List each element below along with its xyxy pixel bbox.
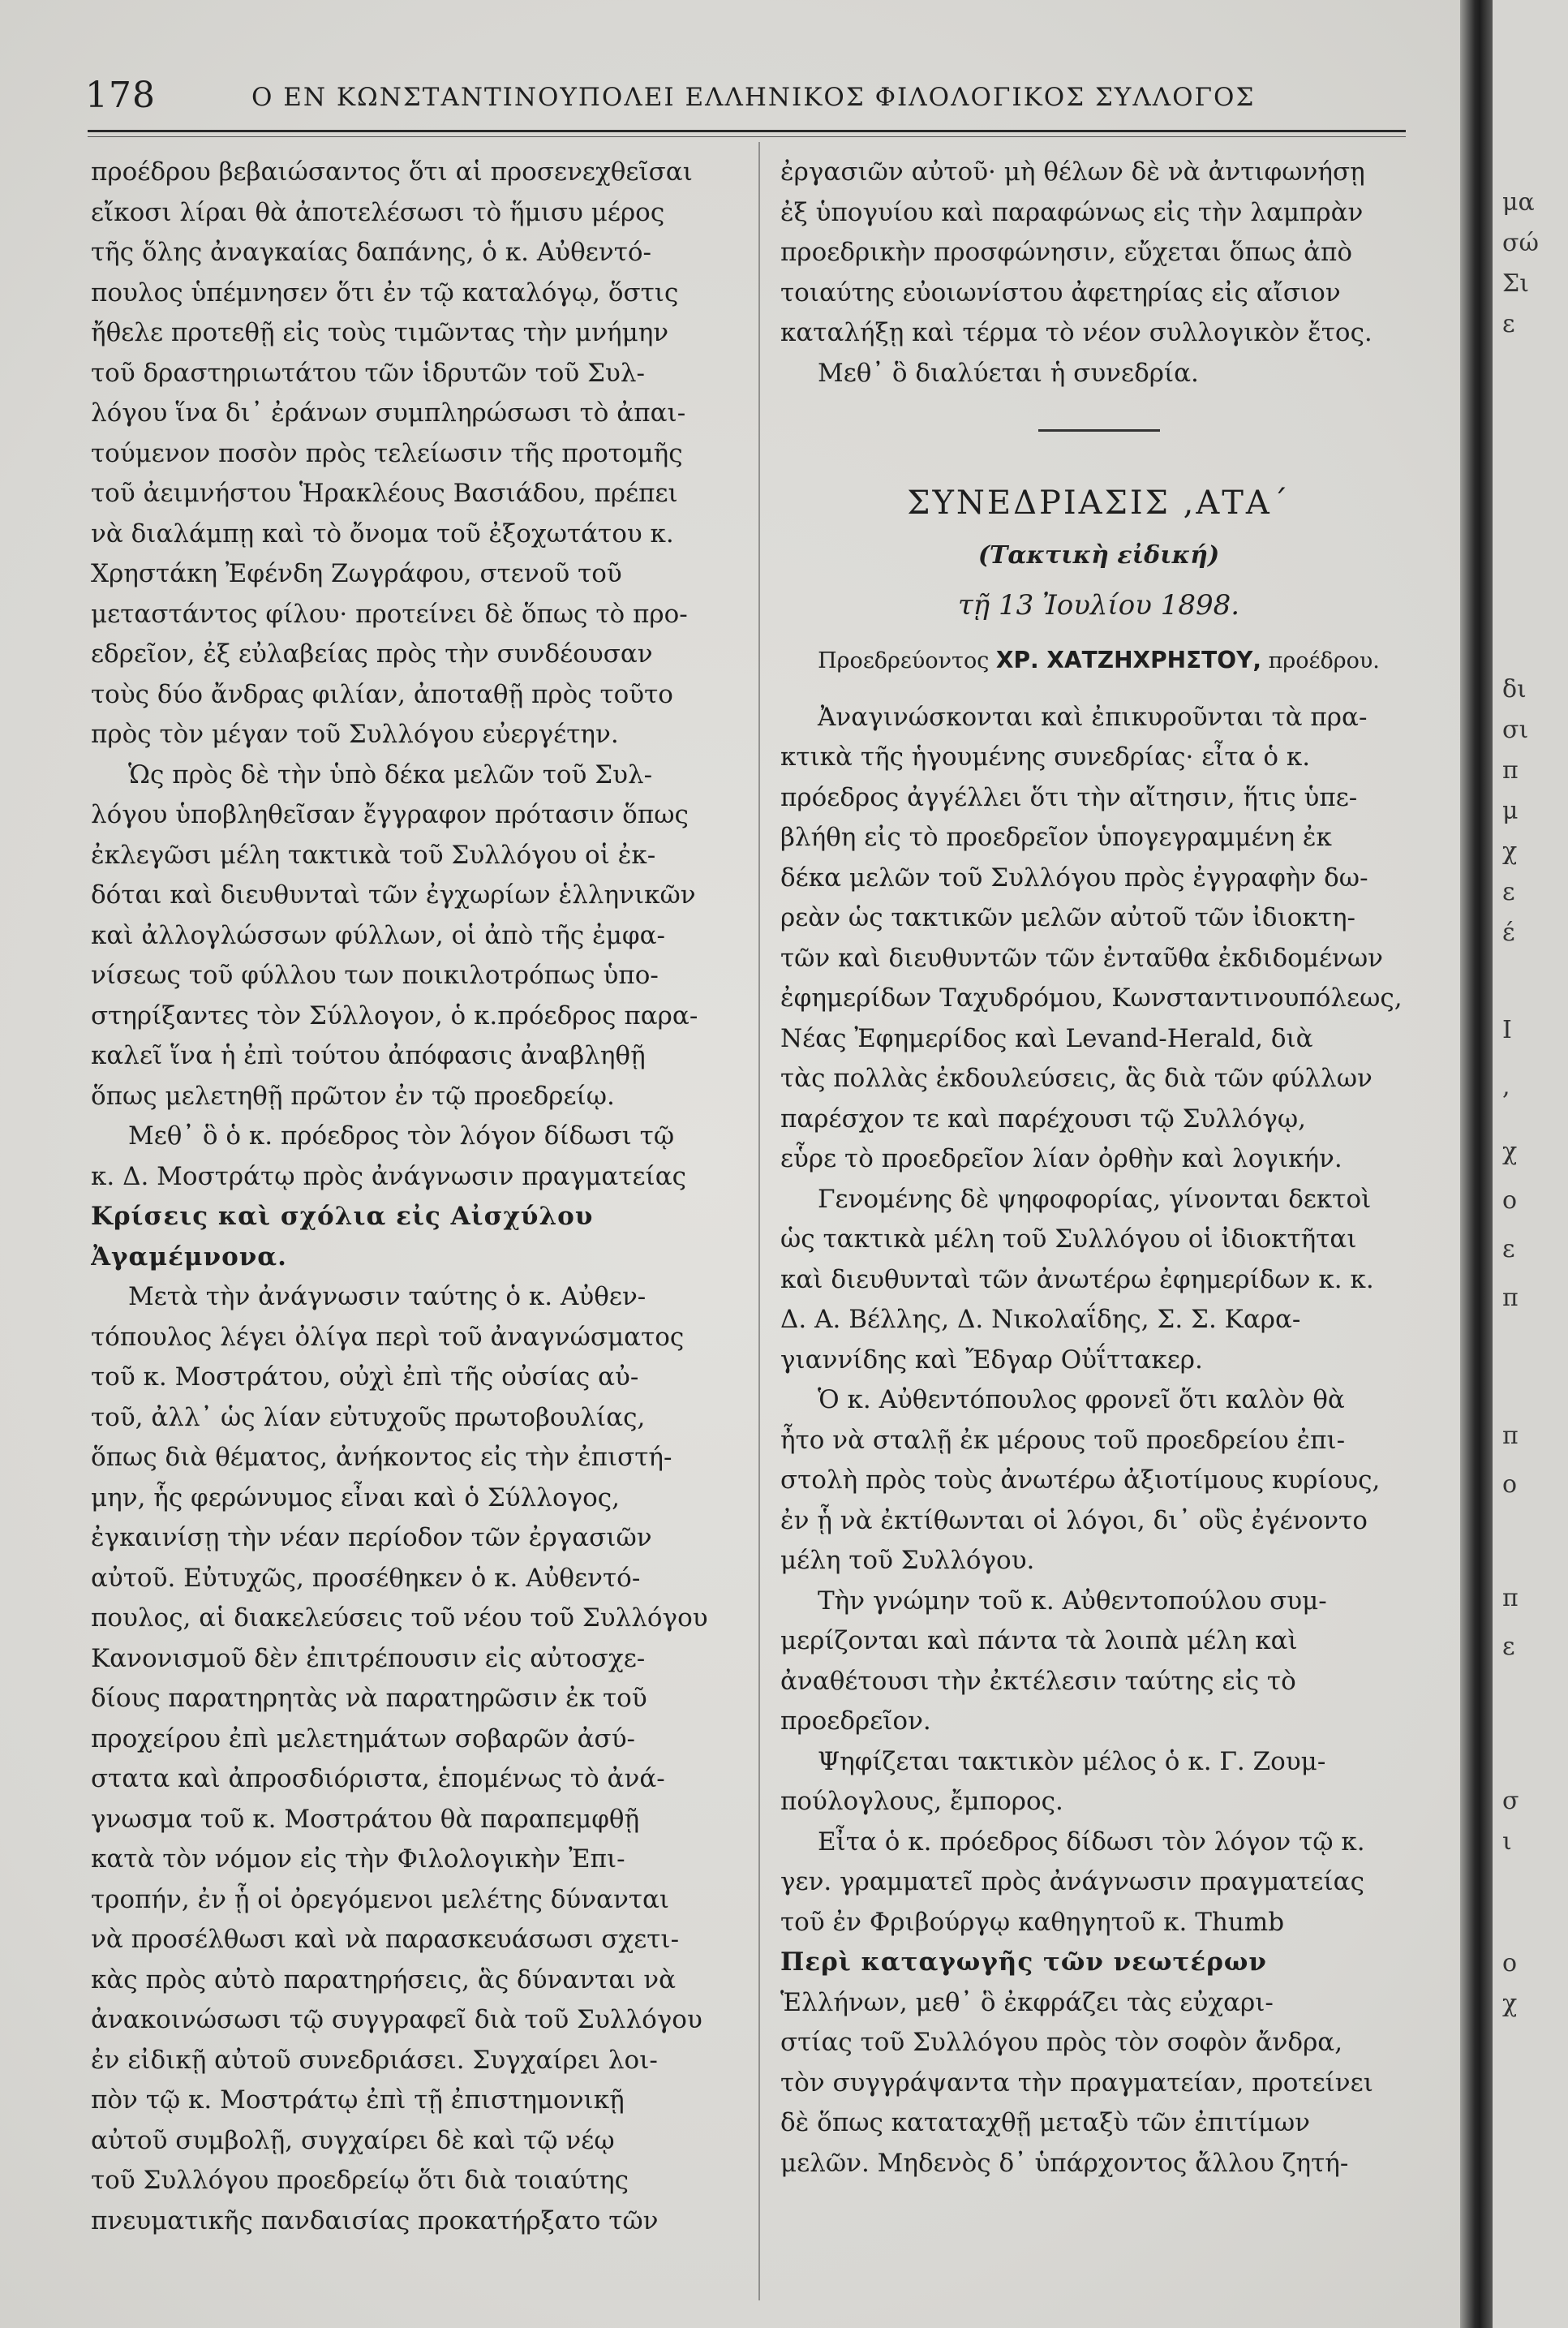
text-line: ἐγκαινίσῃ τὴν νέαν περίοδον τῶν ἐργασιῶν xyxy=(91,1523,652,1552)
text-line: εὗρε τὸ προεδρεῖον λίαν ὀρθὴν καὶ λογικήν. xyxy=(780,1144,1342,1173)
text-line: γεν. γραμματεῖ πρὸς ἀνάγνωσιν πραγματείας xyxy=(780,1867,1364,1896)
text-line: Ὡς πρὸς δὲ τὴν ὑπὸ δέκα μελῶν τοῦ Συλ- xyxy=(128,760,653,790)
text-line: ἐκλεγῶσι μέλη τακτικὰ τοῦ Συλλόγου οἱ ἐκ- xyxy=(91,840,656,870)
text-line: Νέας Ἐφημερίδος καὶ Levand-Herald, διὰ xyxy=(780,1023,1313,1053)
text-line: νὰ διαλάμπῃ καὶ τὸ ὄνομα τοῦ ἐξοχωτάτου κ. xyxy=(91,519,674,549)
text-line: κτικὰ τῆς ἡγουμένης συνεδρίας· εἶτα ὁ κ. xyxy=(780,742,1311,772)
text-line: προεδρικὴν προσφώνησιν, εὔχεται ὅπως ἀπὸ xyxy=(780,238,1353,267)
next-page-fragment: ο xyxy=(1502,1949,1518,1977)
text-line: καλεῖ ἵνα ἡ ἐπὶ τούτου ἀπόφασις ἀναβληθῇ xyxy=(91,1041,646,1070)
text-line: στίας τοῦ Συλλόγου πρὸς τὸν σοφὸν ἄνδρα, xyxy=(780,2028,1343,2057)
text-line: γιαννίδης καὶ Ἔδγαρ Οὐΐττακερ. xyxy=(780,1345,1203,1375)
text-line: πουλος ὑπέμνησεν ὅτι ἐν τῷ καταλόγῳ, ὅστις xyxy=(91,278,679,308)
text-line: Ἑλλήνων, μεθ᾽ ὃ ἐκφράζει τὰς εὐχαρι- xyxy=(780,1987,1274,2017)
text-line: τοῦ δραστηριωτάτου τῶν ἱδρυτῶν τοῦ Συλ- xyxy=(91,358,646,388)
text-line: Τὴν γνώμην τοῦ κ. Αὐθεντοπούλου συμ- xyxy=(818,1586,1327,1616)
text-line: πρὸς τὸν μέγαν τοῦ Συλλόγου εὐεργέτην. xyxy=(91,720,619,749)
presiding-prefix: Προεδρεύοντος xyxy=(818,648,990,673)
text-line: αὐτοῦ. Εὐτυχῶς, προσέθηκεν ὁ κ. Αὐθεντό- xyxy=(91,1563,641,1593)
text-line: πούλογλους, ἔμπορος. xyxy=(780,1787,1063,1816)
text-line: νὰ προσέλθωσι καὶ νὰ παρασκευάσωσι σχετι- xyxy=(91,1925,680,1954)
text-line: μέλη τοῦ Συλλόγου. xyxy=(780,1546,1035,1575)
text-line: Χρηστάκη Ἐφένδη Ζωγράφου, στενοῦ τοῦ xyxy=(91,559,622,588)
left-column xyxy=(91,153,732,2241)
next-page-fragment: έ xyxy=(1502,919,1515,947)
text-line: κατὰ τὸν νόμον εἰς τὴν Φιλολογικὴν Ἐπι- xyxy=(91,1844,625,1874)
text-line: προεδρεῖον. xyxy=(780,1706,931,1736)
next-page-fragment: μ xyxy=(1502,797,1519,825)
text-line: δίους παρατηρητὰς νὰ παρατηρῶσιν ἐκ τοῦ xyxy=(91,1684,647,1713)
header-rule-thin xyxy=(88,136,1406,137)
next-page-fragment: ο xyxy=(1502,1470,1518,1499)
text-line: Δ. Α. Βέλλης, Δ. Νικολαΐδης, Σ. Σ. Καρα- xyxy=(780,1305,1301,1334)
text-line: πουλος, αἱ διακελεύσεις τοῦ νέου τοῦ Συλλόγου xyxy=(91,1603,708,1633)
text-line: ὅπως διὰ θέματος, ἀνήκοντος εἰς τὴν ἐπιστή- xyxy=(91,1443,672,1472)
text-line: ἀναθέτουσι τὴν ἐκτέλεσιν ταύτης εἰς τὸ xyxy=(780,1666,1296,1696)
text-line: καὶ διευθυνταὶ τῶν ἀνωτέρω ἐφημερίδων κ. κ. xyxy=(780,1264,1374,1294)
text-line: ἐν εἰδικῇ αὐτοῦ συνεδριάσει. Συγχαίρει λοι- xyxy=(91,2045,658,2075)
text-line: τῆς ὅλης ἀναγκαίας δαπάνης, ὁ κ. Αὐθεντό- xyxy=(91,238,651,267)
text-line: Κανονισμοῦ δὲν ἐπιτρέπουσιν εἰς αὐτοσχε- xyxy=(91,1643,646,1673)
text-line: τοῦ ἀειμνήστου Ἡρακλέους Βασιάδου, πρέπει xyxy=(91,479,678,508)
page-header xyxy=(85,75,1415,123)
presiding-name: ΧΡ. ΧΑΤΖΗΧΡΗΣΤΟΥ, xyxy=(995,647,1261,673)
text-line: αὐτοῦ συμβολῇ, συγχαίρει δὲ καὶ τῷ νέῳ xyxy=(91,2125,615,2155)
text-line: ὅπως μελετηθῇ πρῶτον ἐν τῷ προεδρείῳ. xyxy=(91,1081,615,1111)
text-line: εδρεῖον, ἐξ εὐλαβείας πρὸς τὴν συνδέουσαν xyxy=(91,639,653,669)
next-page-fragment: δι xyxy=(1502,675,1527,704)
next-page-edge xyxy=(1493,0,1568,2328)
text-line: τῶν καὶ διευθυντῶν τῶν ἐνταῦθα ἐκδιδομένων xyxy=(780,943,1383,973)
text-line: εἴκοσι λίραι θὰ ἀποτελέσωσι τὸ ἥμισυ μέρος xyxy=(91,197,665,227)
text-line: βλήθη εἰς τὸ προεδρεῖον ὑπογεγραμμένη ἐκ xyxy=(780,823,1332,852)
text-line: ρεὰν ὡς τακτικῶν μελῶν αὐτοῦ τῶν ἰδιοκτη- xyxy=(780,903,1355,932)
text-line: καταλήξῃ καὶ τέρμα τὸ νέον συλλογικὸν ἔτος. xyxy=(780,318,1373,347)
text-line: Ὁ κ. Αὐθεντόπουλος φρονεῖ ὅτι καλὸν θὰ xyxy=(818,1385,1345,1414)
text-line: τοῦ, ἀλλ᾽ ὡς λίαν εὐτυχοῦς πρωτοβουλίας, xyxy=(91,1402,646,1432)
text-line: τοιαύτης εὐοιωνίστου ἀφετηρίας εἰς αἴσιον xyxy=(780,278,1341,308)
next-page-fragment: μα xyxy=(1502,188,1535,217)
text-line: κὰς πρὸς αὐτὸ παρατηρήσεις, ἃς δύνανται νὰ xyxy=(91,1964,677,1995)
next-page-fragment: π xyxy=(1502,1584,1519,1612)
text-line: προχείρου ἐπὶ μελετημάτων σοβαρῶν ἀσύ- xyxy=(91,1723,636,1754)
text-line: δέκα μελῶν τοῦ Συλλόγου πρὸς ἐγγραφὴν δω- xyxy=(780,863,1368,893)
text-line: ἐργασιῶν αὐτοῦ· μὴ θέλων δὲ νὰ ἀντιφωνήσῃ xyxy=(780,157,1365,187)
next-page-fragment: ε xyxy=(1502,310,1515,338)
text-line: λόγου ὑποβληθεῖσαν ἔγγραφον πρότασιν ὅπως xyxy=(91,800,689,829)
text-line: ἐφημερίδων Ταχυδρόμου, Κωνσταντινουπόλεως, xyxy=(780,983,1403,1013)
text-line: τόπουλος λέγει ὀλίγα περὶ τοῦ ἀναγνώσματος xyxy=(91,1322,685,1352)
text-line: μελῶν. Μηδενὸς δ᾽ ὑπάρχοντος ἄλλου ζητή- xyxy=(780,2148,1349,2178)
text-line: δόται καὶ διευθυνταὶ τῶν ἐγχωρίων ἑλληνικῶν xyxy=(91,880,696,910)
text-line: ἤθελε προτεθῇ εἰς τοὺς τιμῶντας τὴν μνήμην xyxy=(91,318,669,347)
header-rule xyxy=(88,130,1406,132)
running-title: Ο ΕΝ ΚΩΝΣΤΑΝΤΙΝΟΥΠΟΛΕΙ ΕΛΛΗΝΙΚΟΣ ΦΙΛΟΛΟΓΙΚΟΣ ΣΥΛΛΟΓΟΣ xyxy=(251,83,1256,112)
text-line: ἀνακοινώσωσι τῷ συγγραφεῖ διὰ τοῦ Συλλόγου xyxy=(91,2005,702,2034)
next-page-fragment: π xyxy=(1502,1284,1519,1312)
session-subtitle: (Τακτικὴ εἰδική) xyxy=(977,541,1220,570)
text-line: πνευματικῆς πανδαισίας προκατήρξατο τῶν xyxy=(91,2205,659,2235)
next-page-fragment: χ xyxy=(1502,1138,1518,1166)
text-line: τὰς πολλὰς ἐκδουλεύσεις, ἃς διὰ τῶν φύλλων xyxy=(780,1064,1373,1093)
text-line: καὶ ἀλλογλώσσων φύλλων, οἱ ἀπὸ τῆς ἐμφα- xyxy=(91,920,665,950)
text-line: τοῦ κ. Μοστράτου, οὐχὶ ἐπὶ τῆς οὐσίας αὐ- xyxy=(91,1362,639,1392)
text-line: νίσεως τοῦ φύλλου των ποικιλοτρόπως ὑπο- xyxy=(91,961,659,990)
next-page-fragment: ε xyxy=(1502,1633,1515,1661)
text-line: μην, ἧς φερώνυμος εἶναι καὶ ὁ Σύλλογος, xyxy=(91,1482,621,1513)
text-line: ὡς τακτικὰ μέλη τοῦ Συλλόγου οἱ ἰδιοκτῆται xyxy=(780,1224,1357,1254)
section-separator xyxy=(1038,429,1160,432)
text-line: πρόεδρος ἀγγέλλει ὅτι τὴν αἴτησιν, ἥτις ὑπε- xyxy=(780,782,1358,812)
next-page-fragment: σώ xyxy=(1502,229,1539,257)
text-line: πὸν τῷ κ. Μοστράτῳ ἐπὶ τῇ ἐπιστημονικῇ xyxy=(91,2085,625,2115)
text-line: τούμενον ποσὸν πρὸς τελείωσιν τῆς προτομῆς xyxy=(91,438,683,468)
next-page-fragment: π xyxy=(1502,1422,1519,1450)
next-page-fragment: ε xyxy=(1502,878,1515,906)
next-page-fragment: σ xyxy=(1502,1787,1519,1815)
lecture-title-cont: Ἀγαμέμνονα. xyxy=(91,1241,287,1272)
text-line: παρέσχον τε καὶ παρέχουσι τῷ Συλλόγῳ, xyxy=(780,1104,1307,1134)
text-line: μερίζονται καὶ πάντα τὰ λοιπὰ μέλη καὶ xyxy=(780,1626,1298,1655)
presiding-suffix: προέδρου. xyxy=(1268,648,1380,673)
next-page-fragment: χ xyxy=(1502,1990,1518,2018)
next-page-fragment: Σι xyxy=(1502,269,1529,298)
text-line: γνωσμα τοῦ κ. Μοστράτου θὰ παραπεμφθῇ xyxy=(91,1804,640,1834)
text-line: τὸν συγγράψαντα τὴν πραγματείαν, προτείνει xyxy=(780,2068,1373,2098)
text-line: μεταστάντος φίλου· προτείνει δὲ ὅπως τὸ προ- xyxy=(91,599,688,629)
text-line: στολὴ πρὸς τοὺς ἀνωτέρω ἀξιοτίμους κυρίους, xyxy=(780,1465,1381,1495)
text-line: ἐν ᾗ νὰ ἐκτίθωνται οἱ λόγοι, δι᾽ οὓς ἐγένοντο xyxy=(780,1505,1368,1535)
text-line: δὲ ὅπως καταταχθῇ μεταξὺ τῶν ἐπιτίμων xyxy=(780,2108,1310,2137)
text-line: Μεθ᾽ ὃ ὁ κ. πρόεδρος τὸν λόγον δίδωσι τῷ xyxy=(128,1121,675,1151)
text-line: Γενομένης δὲ ψηφοφορίας, γίνονται δεκτοὶ xyxy=(818,1184,1372,1214)
text-line: Εἶτα ὁ κ. πρόεδρος δίδωσι τὸν λόγον τῷ κ. xyxy=(818,1827,1365,1857)
session-date: τῇ 13 Ἰουλίου 1898. xyxy=(957,588,1240,622)
next-page-fragment: , xyxy=(1502,1073,1510,1101)
book-gutter xyxy=(1460,0,1493,2328)
text-line: Μετὰ τὴν ἀνάγνωσιν ταύτης ὁ κ. Αὐθεν- xyxy=(128,1282,647,1311)
presiding-line xyxy=(780,640,1417,682)
text-line: Ἀναγινώσκονται καὶ ἐπικυροῦνται τὰ πρα- xyxy=(818,702,1368,732)
next-page-fragment: ι xyxy=(1502,1827,1512,1856)
text-line: τοῦ Συλλόγου προεδρείῳ ὅτι διὰ τοιαύτης xyxy=(91,2166,629,2195)
text-line: λόγου ἵνα δι᾽ ἐράνων συμπληρώσωσι τὸ ἀπαι- xyxy=(91,398,686,428)
text-line: Ψηφίζεται τακτικὸν μέλος ὁ κ. Γ. Ζουμ- xyxy=(818,1746,1326,1776)
lecture-title: Περὶ καταγωγῆς τῶν νεωτέρων xyxy=(780,1947,1267,1977)
text-line: ἐξ ὑπογυίου καὶ παραφώνως εἰς τὴν λαμπρὰν xyxy=(780,197,1364,227)
next-page-fragment: σι xyxy=(1502,716,1529,744)
next-page-fragment: χ xyxy=(1502,837,1518,866)
next-page-fragment: ε xyxy=(1502,1235,1515,1263)
column-divider xyxy=(758,142,760,2300)
text-line: τοὺς δύο ἄνδρας φιλίαν, ἀποταθῇ πρὸς τοῦτο xyxy=(91,679,673,709)
text-line: στατα καὶ ἀπροσδιόριστα, ἑπομένως τὸ ἀνά- xyxy=(91,1764,665,1793)
lecture-title: Κρίσεις καὶ σχόλια εἰς Αἰσχύλου xyxy=(91,1202,594,1231)
page-number: 178 xyxy=(85,75,156,116)
next-page-fragment: Ι xyxy=(1502,1016,1512,1044)
session-title: ΣΥΝΕΔΡΙΑΣΙΣ ,ΑΤΑ´ xyxy=(907,484,1291,522)
text-line: ἦτο νὰ σταλῇ ἐκ μέρους τοῦ προεδρείου ἐπι- xyxy=(780,1425,1346,1455)
text-line: Μεθ᾽ ὃ διαλύεται ἡ συνεδρία. xyxy=(818,358,1199,388)
text-line: τροπήν, ἐν ᾗ οἱ ὀρεγόμενοι μελέτης δύνανται xyxy=(91,1884,670,1914)
text-line: στηρίξαντες τὸν Σύλλογον, ὁ κ.πρόεδρος παρα- xyxy=(91,1000,698,1031)
right-column xyxy=(780,153,1417,2184)
text-line: κ. Δ. Μοστράτῳ πρὸς ἀνάγνωσιν πραγματείας xyxy=(91,1161,686,1191)
text-line: προέδρου βεβαιώσαντος ὅτι αἱ προσενεχθεῖσαι xyxy=(91,157,693,187)
next-page-fragment: π xyxy=(1502,756,1519,785)
text-line: τοῦ ἐν Φριβούργῳ καθηγητοῦ κ. Thumb xyxy=(780,1907,1285,1937)
next-page-fragment: ο xyxy=(1502,1186,1518,1215)
